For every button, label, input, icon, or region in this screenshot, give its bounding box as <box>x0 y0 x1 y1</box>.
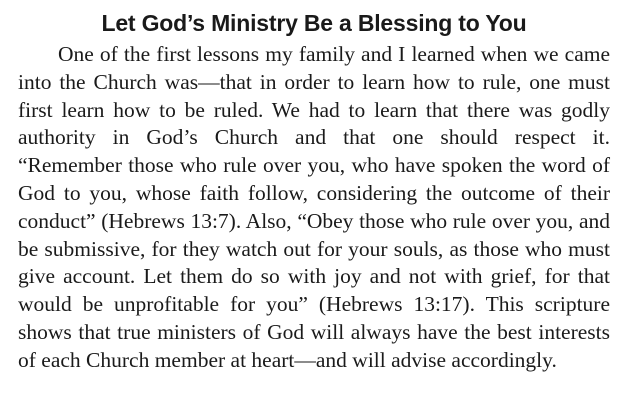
article-paragraph <box>18 41 610 375</box>
article-paragraph-text: One of the first lessons my family and I learned when we came into the Church was—that in order to learn how to rule, one must first learn how to be ruled. We had to learn that there was godly authority in God’s Church and that one should respect it. “Remember those who rule over you, who have spoken the word of God to you, whose faith follow, considering the outcome of their conduct” (Hebrews 13:7). Also, “Obey those who rule over you, and be submissive, for they watch out for your souls, as those who must give account. Let them do so with joy and not with grief, for that would be unprofitable for you” (Hebrews 13:17). This scripture shows that true ministers of God will always have the best interests of each Church member at heart—and will advise accordingly. <box>18 42 610 372</box>
article-title: Let God’s Ministry Be a Blessing to You <box>101 10 527 36</box>
